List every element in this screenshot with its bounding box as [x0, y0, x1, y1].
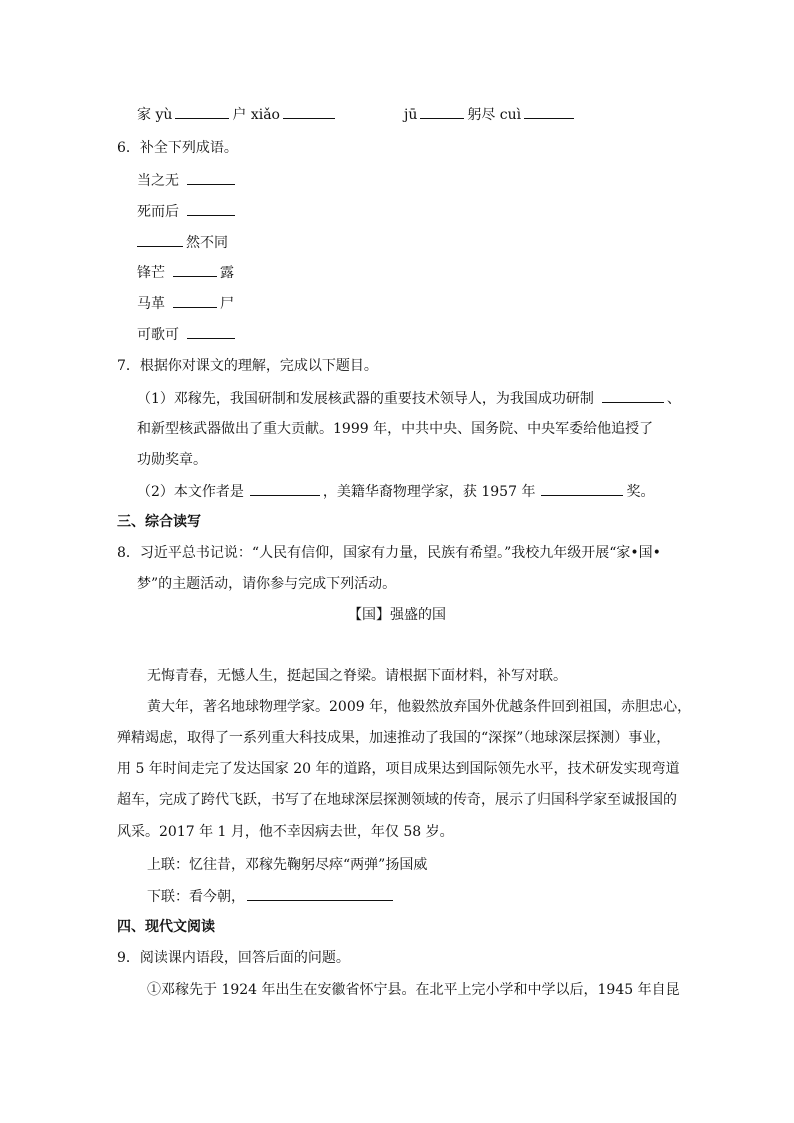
- q8-para2-line: 风采。2017 年 1 月，他不幸因病去世，年仅 58 岁。: [117, 824, 454, 840]
- answer-blank[interactable]: [524, 104, 574, 119]
- q5-item-3: jū: [404, 107, 418, 123]
- q5-item-2: 户 xiǎo: [232, 107, 280, 123]
- q7-sub1-line3: 功勋奖章。: [137, 452, 207, 468]
- q5-pinyin-line: [137, 104, 338, 125]
- answer-blank[interactable]: [187, 201, 235, 216]
- idiom-item: 锋芒 露: [137, 262, 234, 283]
- q7-sub2: （2）本文作者是 ，美籍华裔物理学家，获 1957 年 奖。: [137, 481, 654, 502]
- answer-blank[interactable]: [247, 886, 393, 901]
- section-title: 四、现代文阅读: [117, 919, 215, 935]
- q6-prompt: 6．补全下列成语。: [117, 140, 238, 156]
- q7-sub1-line1: （1）邓稼先，我国研制和发展核武器的重要技术领导人，为我国成功研制 、: [137, 388, 681, 409]
- answer-blank[interactable]: [283, 104, 335, 119]
- q8-para2-line: 用 5 年时间走完了发达国家 20 年的道路，项目成果达到国际领先水平，技术研发实现弯道: [117, 761, 680, 777]
- couplet-lower: 下联：看今朝，: [147, 886, 396, 907]
- q5-item-1: 家 yù: [137, 107, 173, 123]
- q8-para2-line: 黄大年，著名地球物理学家。2009 年，他毅然放弃国外优越条件回到祖国，赤胆忠心，: [147, 699, 692, 715]
- q5-pinyin-line-right: [404, 104, 577, 125]
- answer-blank[interactable]: [187, 324, 235, 339]
- q9-para1: ①邓稼先于 1924 年出生在安徽省怀宁县。在北平上完小学和中学以后，1945 年自昆: [147, 982, 680, 998]
- q9-prompt: 9．阅读课内语段，回答后面的问题。: [117, 950, 350, 966]
- q8-para2-line: 殚精竭虑，取得了一系列重大科技成果，加速推动了我国的“深探”（地球深层探测）事业，: [117, 730, 671, 746]
- answer-blank[interactable]: [137, 232, 183, 247]
- answer-blank[interactable]: [541, 481, 623, 496]
- idiom-item: 马革 尸: [137, 293, 234, 314]
- q8-line1: 8．习近平总书记说：“人民有信仰，国家有力量，民族有希望。”我校九年级开展“家•国•: [117, 545, 661, 561]
- section-title: 三、综合读写: [117, 514, 201, 530]
- answer-blank[interactable]: [173, 293, 217, 308]
- q8-para2-line: 超车，完成了跨代飞跃，书写了在地球深层探测领域的传奇，展示了归国科学家至诚报国的: [117, 792, 677, 808]
- answer-blank[interactable]: [187, 170, 235, 185]
- answer-blank[interactable]: [602, 388, 664, 403]
- idiom-item: 可歌可: [137, 324, 238, 345]
- idiom-item: 当之无: [137, 170, 238, 191]
- q8-subtitle: 【国】强盛的国: [348, 607, 446, 623]
- idiom-item: 死而后: [137, 201, 238, 222]
- couplet-upper: 上联：忆往昔，邓稼先鞠躬尽瘁“两弹”扬国威: [147, 857, 428, 873]
- q5-item-4: 躬尽 cuì: [467, 107, 522, 123]
- answer-blank[interactable]: [250, 481, 320, 496]
- q7-prompt: 7．根据你对课文的理解，完成以下题目。: [117, 358, 378, 374]
- q7-sub1-line2: 和新型核武器做出了重大贡献。1999 年，中共中央、国务院、中央军委给他追授了: [137, 421, 654, 437]
- idiom-item: 然不同: [137, 232, 228, 253]
- answer-blank[interactable]: [173, 262, 217, 277]
- q8-para1: 无悔青春，无憾人生，挺起国之脊梁。请根据下面材料，补写对联。: [147, 668, 567, 684]
- answer-blank[interactable]: [420, 104, 464, 119]
- answer-blank[interactable]: [175, 104, 229, 119]
- q8-line2: 梦”的主题活动，请你参与完成下列活动。: [137, 576, 397, 592]
